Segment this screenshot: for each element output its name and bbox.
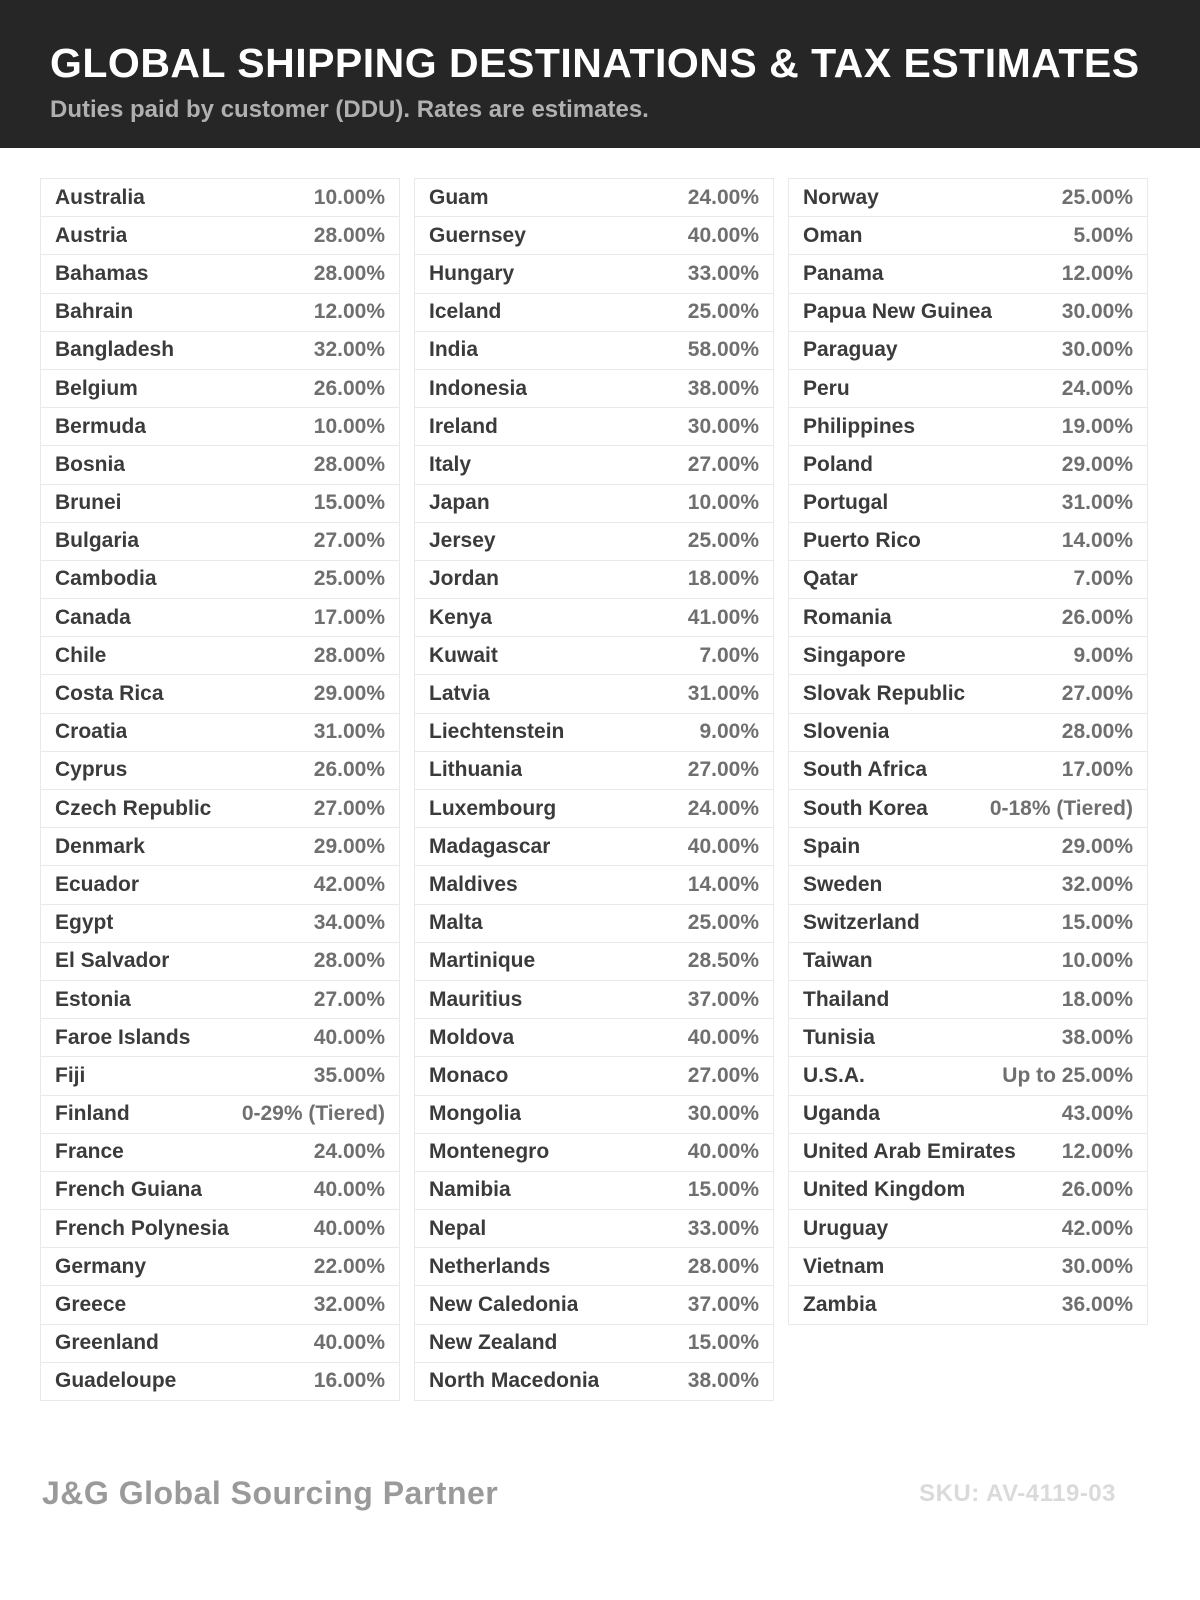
table-row xyxy=(415,943,773,981)
table-row xyxy=(41,790,399,828)
country-name: Sweden xyxy=(803,872,883,896)
country-name: France xyxy=(55,1140,124,1164)
table-row xyxy=(41,905,399,943)
table-row xyxy=(415,1057,773,1095)
country-name: Greenland xyxy=(55,1331,159,1355)
table-row xyxy=(41,1172,399,1210)
country-name: New Caledonia xyxy=(429,1293,579,1317)
country-name: South Korea xyxy=(803,796,928,820)
tax-rate: 30.00% xyxy=(1061,338,1133,362)
tax-rate: 24.00% xyxy=(1061,376,1133,400)
country-name: Guernsey xyxy=(429,223,526,247)
tax-rate: 28.00% xyxy=(313,643,385,667)
tax-rate: 24.00% xyxy=(687,185,759,209)
tax-rate: 28.00% xyxy=(313,223,385,247)
country-name: Maldives xyxy=(429,872,518,896)
country-name: Norway xyxy=(803,185,879,209)
country-name: Faroe Islands xyxy=(55,1025,191,1049)
tax-rate: 33.00% xyxy=(687,1216,759,1240)
country-name: Slovak Republic xyxy=(803,682,966,706)
tax-rate: 40.00% xyxy=(687,1140,759,1164)
country-name: Bulgaria xyxy=(55,529,140,553)
tax-rate: 31.00% xyxy=(687,682,759,706)
country-name: Oman xyxy=(803,223,863,247)
table-row xyxy=(415,637,773,675)
table-row xyxy=(789,446,1147,484)
tax-rate: 26.00% xyxy=(313,376,385,400)
tax-rate: 40.00% xyxy=(687,223,759,247)
tax-rate: 29.00% xyxy=(313,834,385,858)
table-row xyxy=(789,599,1147,637)
tax-rate: 24.00% xyxy=(313,1140,385,1164)
country-name: Latvia xyxy=(429,682,490,706)
tax-rate: 38.00% xyxy=(687,1369,759,1393)
tax-rate: 42.00% xyxy=(1061,1216,1133,1240)
country-name: Spain xyxy=(803,834,861,858)
country-name: Germany xyxy=(55,1254,147,1278)
table-row xyxy=(415,1363,773,1401)
country-name: Moldova xyxy=(429,1025,515,1049)
tax-rate: 36.00% xyxy=(1061,1293,1133,1317)
country-name: Slovenia xyxy=(803,720,890,744)
tax-rate: 40.00% xyxy=(687,1025,759,1049)
tax-rate: 19.00% xyxy=(1061,414,1133,438)
country-name: Uganda xyxy=(803,1102,881,1126)
tax-rate: 41.00% xyxy=(687,605,759,629)
country-name: United Arab Emirates xyxy=(803,1140,1016,1164)
country-name: Vietnam xyxy=(803,1254,885,1278)
tax-rate: 28.00% xyxy=(687,1254,759,1278)
rate-column-2 xyxy=(414,178,774,1401)
table-row xyxy=(415,446,773,484)
tax-rate: 16.00% xyxy=(313,1369,385,1393)
table-row xyxy=(789,981,1147,1019)
table-row xyxy=(415,255,773,293)
country-name: Zambia xyxy=(803,1293,877,1317)
table-row xyxy=(415,714,773,752)
country-name: Namibia xyxy=(429,1178,511,1202)
country-name: Kenya xyxy=(429,605,493,629)
country-name: Brunei xyxy=(55,491,122,515)
tax-rate: 17.00% xyxy=(313,605,385,629)
table-row xyxy=(789,485,1147,523)
table-row xyxy=(789,1019,1147,1057)
tax-rate: 28.00% xyxy=(313,949,385,973)
tax-rate: 40.00% xyxy=(313,1331,385,1355)
table-row xyxy=(789,1210,1147,1248)
tax-rate: 0-18% (Tiered) xyxy=(989,796,1133,820)
country-name: Malta xyxy=(429,911,483,935)
table-row xyxy=(789,637,1147,675)
country-name: French Polynesia xyxy=(55,1216,229,1240)
country-name: Portugal xyxy=(803,491,889,515)
page-header xyxy=(0,0,1200,148)
table-row xyxy=(789,332,1147,370)
tax-rate: 24.00% xyxy=(687,796,759,820)
table-row xyxy=(415,752,773,790)
country-name: Netherlands xyxy=(429,1254,551,1278)
tax-rate: 27.00% xyxy=(313,796,385,820)
table-row xyxy=(41,294,399,332)
country-name: Mongolia xyxy=(429,1102,522,1126)
table-row xyxy=(415,408,773,446)
table-row xyxy=(41,255,399,293)
table-row xyxy=(41,1325,399,1363)
country-name: French Guiana xyxy=(55,1178,203,1202)
country-name: Panama xyxy=(803,261,884,285)
country-name: Monaco xyxy=(429,1063,509,1087)
country-name: Denmark xyxy=(55,834,145,858)
tax-rate: 26.00% xyxy=(1061,605,1133,629)
tax-rate: 26.00% xyxy=(313,758,385,782)
table-row xyxy=(789,370,1147,408)
country-name: Iceland xyxy=(429,300,502,324)
country-name: Guam xyxy=(429,185,489,209)
tax-rate: 15.00% xyxy=(1061,911,1133,935)
table-row xyxy=(41,1057,399,1095)
table-row xyxy=(41,1363,399,1401)
table-row xyxy=(41,179,399,217)
country-name: Cambodia xyxy=(55,567,157,591)
table-row xyxy=(415,523,773,561)
tax-rate: 10.00% xyxy=(313,414,385,438)
tax-rate: 9.00% xyxy=(699,720,759,744)
rate-column-1 xyxy=(40,178,400,1401)
tax-rate: 15.00% xyxy=(687,1178,759,1202)
country-name: Paraguay xyxy=(803,338,898,362)
page-footer xyxy=(42,1475,1116,1512)
country-name: Mauritius xyxy=(429,987,523,1011)
table-row xyxy=(41,1019,399,1057)
table-row xyxy=(41,485,399,523)
page-title: GLOBAL SHIPPING DESTINATIONS & TAX ESTIMATES xyxy=(50,40,1140,86)
country-name: Luxembourg xyxy=(429,796,557,820)
table-row xyxy=(789,255,1147,293)
tax-rate: 58.00% xyxy=(687,338,759,362)
table-row xyxy=(41,408,399,446)
table-row xyxy=(41,981,399,1019)
table-row xyxy=(41,1286,399,1324)
tax-rate: 33.00% xyxy=(687,261,759,285)
tax-rate: 28.50% xyxy=(687,949,759,973)
country-name: Cyprus xyxy=(55,758,128,782)
tax-rate: 12.00% xyxy=(1061,1140,1133,1164)
country-name: Japan xyxy=(429,491,490,515)
country-name: Singapore xyxy=(803,643,906,667)
tax-rate: 15.00% xyxy=(687,1331,759,1355)
table-row xyxy=(789,905,1147,943)
table-row xyxy=(415,1019,773,1057)
tax-rate: 40.00% xyxy=(313,1178,385,1202)
table-row xyxy=(789,408,1147,446)
country-name: Ireland xyxy=(429,414,498,438)
table-row xyxy=(415,1096,773,1134)
country-name: Bosnia xyxy=(55,452,126,476)
table-row xyxy=(789,752,1147,790)
tax-rate: 17.00% xyxy=(1061,758,1133,782)
tax-rate: 18.00% xyxy=(1061,987,1133,1011)
country-name: India xyxy=(429,338,479,362)
table-row xyxy=(415,179,773,217)
country-name: North Macedonia xyxy=(429,1369,600,1393)
country-name: South Africa xyxy=(803,758,928,782)
table-row xyxy=(415,599,773,637)
country-name: Greece xyxy=(55,1293,127,1317)
brand-name: J&G Global Sourcing Partner xyxy=(42,1475,499,1511)
country-name: Kuwait xyxy=(429,643,498,667)
tax-rate: 34.00% xyxy=(313,911,385,935)
tax-rate: 40.00% xyxy=(313,1025,385,1049)
country-name: Costa Rica xyxy=(55,682,164,706)
country-name: Uruguay xyxy=(803,1216,889,1240)
tax-rate: 27.00% xyxy=(1061,682,1133,706)
country-name: Czech Republic xyxy=(55,796,212,820)
tax-rate: 10.00% xyxy=(1061,949,1133,973)
tax-rate: 15.00% xyxy=(313,491,385,515)
tax-rate: 10.00% xyxy=(687,491,759,515)
tax-rate: 28.00% xyxy=(313,452,385,476)
sku-label: SKU: AV-4119-03 xyxy=(919,1479,1116,1507)
country-name: Nepal xyxy=(429,1216,487,1240)
tax-rate: 29.00% xyxy=(313,682,385,706)
tax-rate: 30.00% xyxy=(687,1102,759,1126)
country-name: Montenegro xyxy=(429,1140,550,1164)
country-name: Tunisia xyxy=(803,1025,875,1049)
country-name: Puerto Rico xyxy=(803,529,921,553)
tax-rate: 25.00% xyxy=(687,529,759,553)
table-row xyxy=(415,1210,773,1248)
tax-rate: 30.00% xyxy=(1061,1254,1133,1278)
table-row xyxy=(415,981,773,1019)
table-row xyxy=(789,1286,1147,1324)
country-name: Australia xyxy=(55,185,145,209)
table-row xyxy=(41,637,399,675)
country-name: Taiwan xyxy=(803,949,873,973)
tax-rate: 38.00% xyxy=(687,376,759,400)
tax-rate: 29.00% xyxy=(1061,452,1133,476)
tax-rate: 35.00% xyxy=(313,1063,385,1087)
tax-rate: 9.00% xyxy=(1073,643,1133,667)
country-name: Ecuador xyxy=(55,872,140,896)
tax-rate: 12.00% xyxy=(1061,261,1133,285)
page-subtitle: Duties paid by customer (DDU). Rates are estimates. xyxy=(50,96,649,123)
tax-rate: 7.00% xyxy=(699,643,759,667)
country-name: Fiji xyxy=(55,1063,86,1087)
tax-rate: 10.00% xyxy=(313,185,385,209)
country-name: Belgium xyxy=(55,376,138,400)
table-row xyxy=(415,1286,773,1324)
country-name: U.S.A. xyxy=(803,1063,865,1087)
table-row xyxy=(41,675,399,713)
country-name: Egypt xyxy=(55,911,114,935)
country-name: Chile xyxy=(55,643,107,667)
country-name: Martinique xyxy=(429,949,536,973)
table-row xyxy=(41,217,399,255)
country-name: Italy xyxy=(429,452,472,476)
table-row xyxy=(41,446,399,484)
tax-rate: 42.00% xyxy=(313,872,385,896)
country-name: United Kingdom xyxy=(803,1178,966,1202)
tax-rate: 22.00% xyxy=(313,1254,385,1278)
country-name: El Salvador xyxy=(55,949,170,973)
table-row xyxy=(789,714,1147,752)
table-row xyxy=(415,790,773,828)
country-name: Bahrain xyxy=(55,300,134,324)
table-row xyxy=(415,332,773,370)
country-name: Philippines xyxy=(803,414,916,438)
country-name: Jordan xyxy=(429,567,500,591)
table-row xyxy=(789,294,1147,332)
tax-rate: 25.00% xyxy=(1061,185,1133,209)
tax-rate: 12.00% xyxy=(313,300,385,324)
country-name: Canada xyxy=(55,605,131,629)
tax-rate: 28.00% xyxy=(313,261,385,285)
tax-rate: 25.00% xyxy=(313,567,385,591)
tax-rate: 40.00% xyxy=(687,834,759,858)
tax-rate: 32.00% xyxy=(313,1293,385,1317)
tax-rate: 30.00% xyxy=(1061,300,1133,324)
table-row xyxy=(789,866,1147,904)
tax-rate: 37.00% xyxy=(687,1293,759,1317)
tax-rate: 40.00% xyxy=(313,1216,385,1240)
table-row xyxy=(415,1248,773,1286)
table-row xyxy=(41,714,399,752)
table-row xyxy=(415,485,773,523)
country-name: Thailand xyxy=(803,987,890,1011)
country-name: Madagascar xyxy=(429,834,551,858)
table-row xyxy=(789,217,1147,255)
table-row xyxy=(415,828,773,866)
tax-rate: Up to 25.00% xyxy=(1002,1063,1133,1087)
tax-rate: 29.00% xyxy=(1061,834,1133,858)
table-row xyxy=(415,561,773,599)
tax-rate: 28.00% xyxy=(1061,720,1133,744)
table-row xyxy=(789,1057,1147,1095)
country-name: Estonia xyxy=(55,987,131,1011)
table-row xyxy=(415,1134,773,1172)
country-name: Switzerland xyxy=(803,911,920,935)
table-row xyxy=(789,828,1147,866)
table-row xyxy=(41,332,399,370)
tax-rate: 31.00% xyxy=(313,720,385,744)
table-row xyxy=(415,675,773,713)
tax-rate: 38.00% xyxy=(1061,1025,1133,1049)
tax-rate: 43.00% xyxy=(1061,1102,1133,1126)
tax-rate: 32.00% xyxy=(1061,872,1133,896)
table-row xyxy=(789,1134,1147,1172)
country-name: Austria xyxy=(55,223,128,247)
tax-rate: 27.00% xyxy=(687,452,759,476)
country-name: Qatar xyxy=(803,567,858,591)
country-name: Lithuania xyxy=(429,758,523,782)
table-row xyxy=(415,905,773,943)
table-row xyxy=(415,1172,773,1210)
tax-rate: 32.00% xyxy=(313,338,385,362)
table-row xyxy=(789,179,1147,217)
tax-rate: 0-29% (Tiered) xyxy=(241,1102,385,1126)
country-name: Bermuda xyxy=(55,414,147,438)
table-row xyxy=(415,1325,773,1363)
rate-column-3 xyxy=(788,178,1148,1325)
tax-rate: 14.00% xyxy=(1061,529,1133,553)
tax-rate: 37.00% xyxy=(687,987,759,1011)
table-row xyxy=(789,1248,1147,1286)
country-name: Croatia xyxy=(55,720,128,744)
tax-rate: 31.00% xyxy=(1061,491,1133,515)
table-row xyxy=(41,1210,399,1248)
country-name: Poland xyxy=(803,452,874,476)
tax-rate: 5.00% xyxy=(1073,223,1133,247)
table-row xyxy=(41,370,399,408)
table-row xyxy=(415,217,773,255)
tax-rate: 27.00% xyxy=(313,987,385,1011)
table-row xyxy=(41,561,399,599)
table-row xyxy=(41,866,399,904)
country-name: Papua New Guinea xyxy=(803,300,993,324)
country-name: Hungary xyxy=(429,261,515,285)
tax-rate: 26.00% xyxy=(1061,1178,1133,1202)
country-name: Peru xyxy=(803,376,850,400)
table-row xyxy=(41,1248,399,1286)
table-row xyxy=(789,675,1147,713)
country-name: Guadeloupe xyxy=(55,1369,177,1393)
tax-rate-table xyxy=(40,178,1148,1401)
table-row xyxy=(789,943,1147,981)
table-row xyxy=(789,1096,1147,1134)
country-name: Jersey xyxy=(429,529,496,553)
tax-rate: 27.00% xyxy=(687,758,759,782)
table-row xyxy=(789,523,1147,561)
tax-rate: 25.00% xyxy=(687,300,759,324)
table-row xyxy=(41,523,399,561)
table-row xyxy=(415,866,773,904)
table-row xyxy=(789,1172,1147,1210)
table-row xyxy=(41,943,399,981)
tax-rate: 18.00% xyxy=(687,567,759,591)
table-row xyxy=(41,599,399,637)
country-name: Romania xyxy=(803,605,892,629)
table-row xyxy=(789,561,1147,599)
country-name: Finland xyxy=(55,1102,130,1126)
tax-rate: 27.00% xyxy=(313,529,385,553)
table-row xyxy=(41,828,399,866)
tax-rate: 7.00% xyxy=(1073,567,1133,591)
table-row xyxy=(41,752,399,790)
tax-rate: 30.00% xyxy=(687,414,759,438)
tax-rate: 14.00% xyxy=(687,872,759,896)
table-row xyxy=(415,294,773,332)
tax-rate: 25.00% xyxy=(687,911,759,935)
table-row xyxy=(41,1096,399,1134)
country-name: Bangladesh xyxy=(55,338,175,362)
table-row xyxy=(789,790,1147,828)
country-name: Indonesia xyxy=(429,376,528,400)
table-row xyxy=(41,1134,399,1172)
tax-rate: 27.00% xyxy=(687,1063,759,1087)
table-row xyxy=(415,370,773,408)
country-name: Liechtenstein xyxy=(429,720,565,744)
country-name: Bahamas xyxy=(55,261,149,285)
country-name: New Zealand xyxy=(429,1331,558,1355)
